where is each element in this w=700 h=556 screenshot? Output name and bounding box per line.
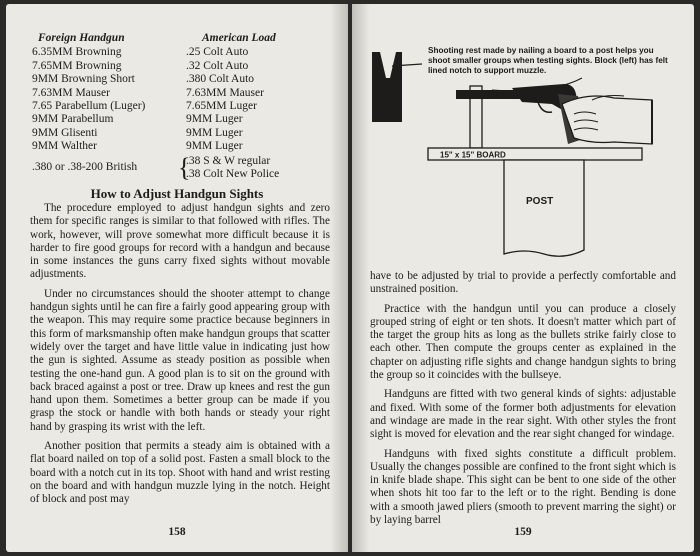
cell-american: 9MM Luger (186, 113, 243, 126)
table-row (32, 60, 332, 73)
left-page (6, 4, 348, 552)
shooting-rest-illustration (352, 4, 694, 266)
cell-american: .380 Colt Auto (186, 73, 255, 86)
cell-foreign: 6.35MM Browning (32, 46, 122, 59)
cell-foreign: .380 or .38-200 British (32, 161, 138, 174)
brace-glyph: { (178, 152, 191, 182)
table-row (32, 73, 332, 86)
cell-foreign: 9MM Glisenti (32, 126, 98, 139)
right-page (352, 4, 694, 552)
table-row (32, 46, 332, 59)
paragraph: Handguns are fitted with two general kinds of sights: adjustable and fixed. With some of the former both adjustments for elevation and windage are made in the rear sight. With other styles the front sight is moved for elevation and the rear sight changed for windage. (370, 388, 676, 441)
cell-foreign: 7.65MM Browning (32, 59, 122, 72)
cell-american: .38 S & W regular (186, 154, 271, 167)
caliber-table (32, 32, 332, 181)
cell-american: .38 Colt New Police (186, 168, 280, 181)
page-number: 158 (168, 526, 186, 538)
cell-foreign: 9MM Walther (32, 140, 97, 153)
post-label: POST (526, 196, 554, 207)
cell-american: 7.63MM Mauser (186, 86, 264, 99)
left-body-text (30, 202, 330, 513)
section-heading: How to Adjust Handgun Sights (90, 186, 264, 201)
table-row (32, 152, 332, 182)
cell-american: 7.65MM Luger (186, 100, 257, 113)
paragraph: Practice with the handgun until you can produce a closely grouped string of eight or ten shots. It doesn't matter which part of the target the group hits as long as the bullets strike fairly close to each other. Then compute the groups center as explained in the chapter on adjusting rifle sights and change handgun sights to bring the group so it coincides with the bullseye. (370, 302, 676, 382)
cell-foreign: 9MM Parabellum (32, 113, 114, 126)
cell-american: 9MM Luger (186, 126, 243, 139)
table-row (32, 100, 332, 113)
cell-foreign: 9MM Browning Short (32, 73, 135, 86)
paragraph: The procedure employed to adjust handgun sights and zero them for specific ranges is similar to that followed with rifles. The work, however, will prove somewhat more difficult because it is harder to fire good groups for record with a handgun and because in some instances the guns carry fixed sights without movable adjustments. (30, 202, 330, 281)
cell-american: 9MM Luger (186, 140, 243, 153)
board-label: 15" x 15" BOARD (440, 150, 506, 160)
table-row (32, 87, 332, 100)
table-header (32, 32, 332, 45)
paragraph: Another position that permits a steady aim is obtained with a flat board nailed on top of a solid post. Fasten a small block to the board with a notch cut in its top. Shoot with hand and wrist resting on the board and with handgun muzzle lying in the notch. Height of block and post may (30, 440, 330, 506)
hand-icon (562, 96, 652, 145)
cell-foreign: 7.65 Parabellum (Luger) (32, 100, 146, 113)
paragraph: Under no circumstances should the shooter attempt to change handgun sights until he can fire a fairly good appearing group with the weapon. This may require some practice because beginners in this form of marksmanship often make handgun groups that scatter widely over the target and have little value in indicating just how the gun is sighted. Assume as steady position as possible when testing the one-hand gun. A good plan is to sit on the ground with back braced against a post or tree. Draw up knees and rest the gun hand upon them. Sometimes a better group can be made if you grasp the stock or handle with both hands or steady your right hand by grasping its wrist with the left. (30, 287, 330, 433)
figure-caption: Shooting rest made by nailing a board to a post helps you shoot smaller groups when testing sights. Block (left) has felt lined notch to support muzzle. (428, 46, 668, 75)
notched-block (372, 52, 402, 122)
gutter-shadow (330, 4, 348, 552)
post (504, 160, 584, 256)
header-american: American Load (202, 32, 276, 44)
cell-american-list (178, 152, 332, 182)
cell-american: .25 Colt Auto (186, 46, 249, 59)
cell-foreign: 7.63MM Mauser (32, 86, 110, 99)
table-row (32, 140, 332, 153)
paragraph: have to be adjusted by trial to provide a perfectly comfortable and unstrained position. (370, 270, 676, 296)
paragraph: Handguns with fixed sights constitute a difficult problem. Usually the changes possible are confined to the front sight which is in knife blade shape. This sight can be bent to one side of the other when shots hit too far to the left or to the right. Bending is done with a smooth jawed pliers (smooth to prevent marring the sight) or by laying barrel (370, 447, 676, 527)
table-row (32, 113, 332, 126)
right-body-text (370, 270, 676, 533)
table-row (32, 127, 332, 140)
header-foreign: Foreign Handgun (38, 32, 125, 44)
page-number: 159 (514, 526, 532, 538)
cell-american: .32 Colt Auto (186, 59, 249, 72)
